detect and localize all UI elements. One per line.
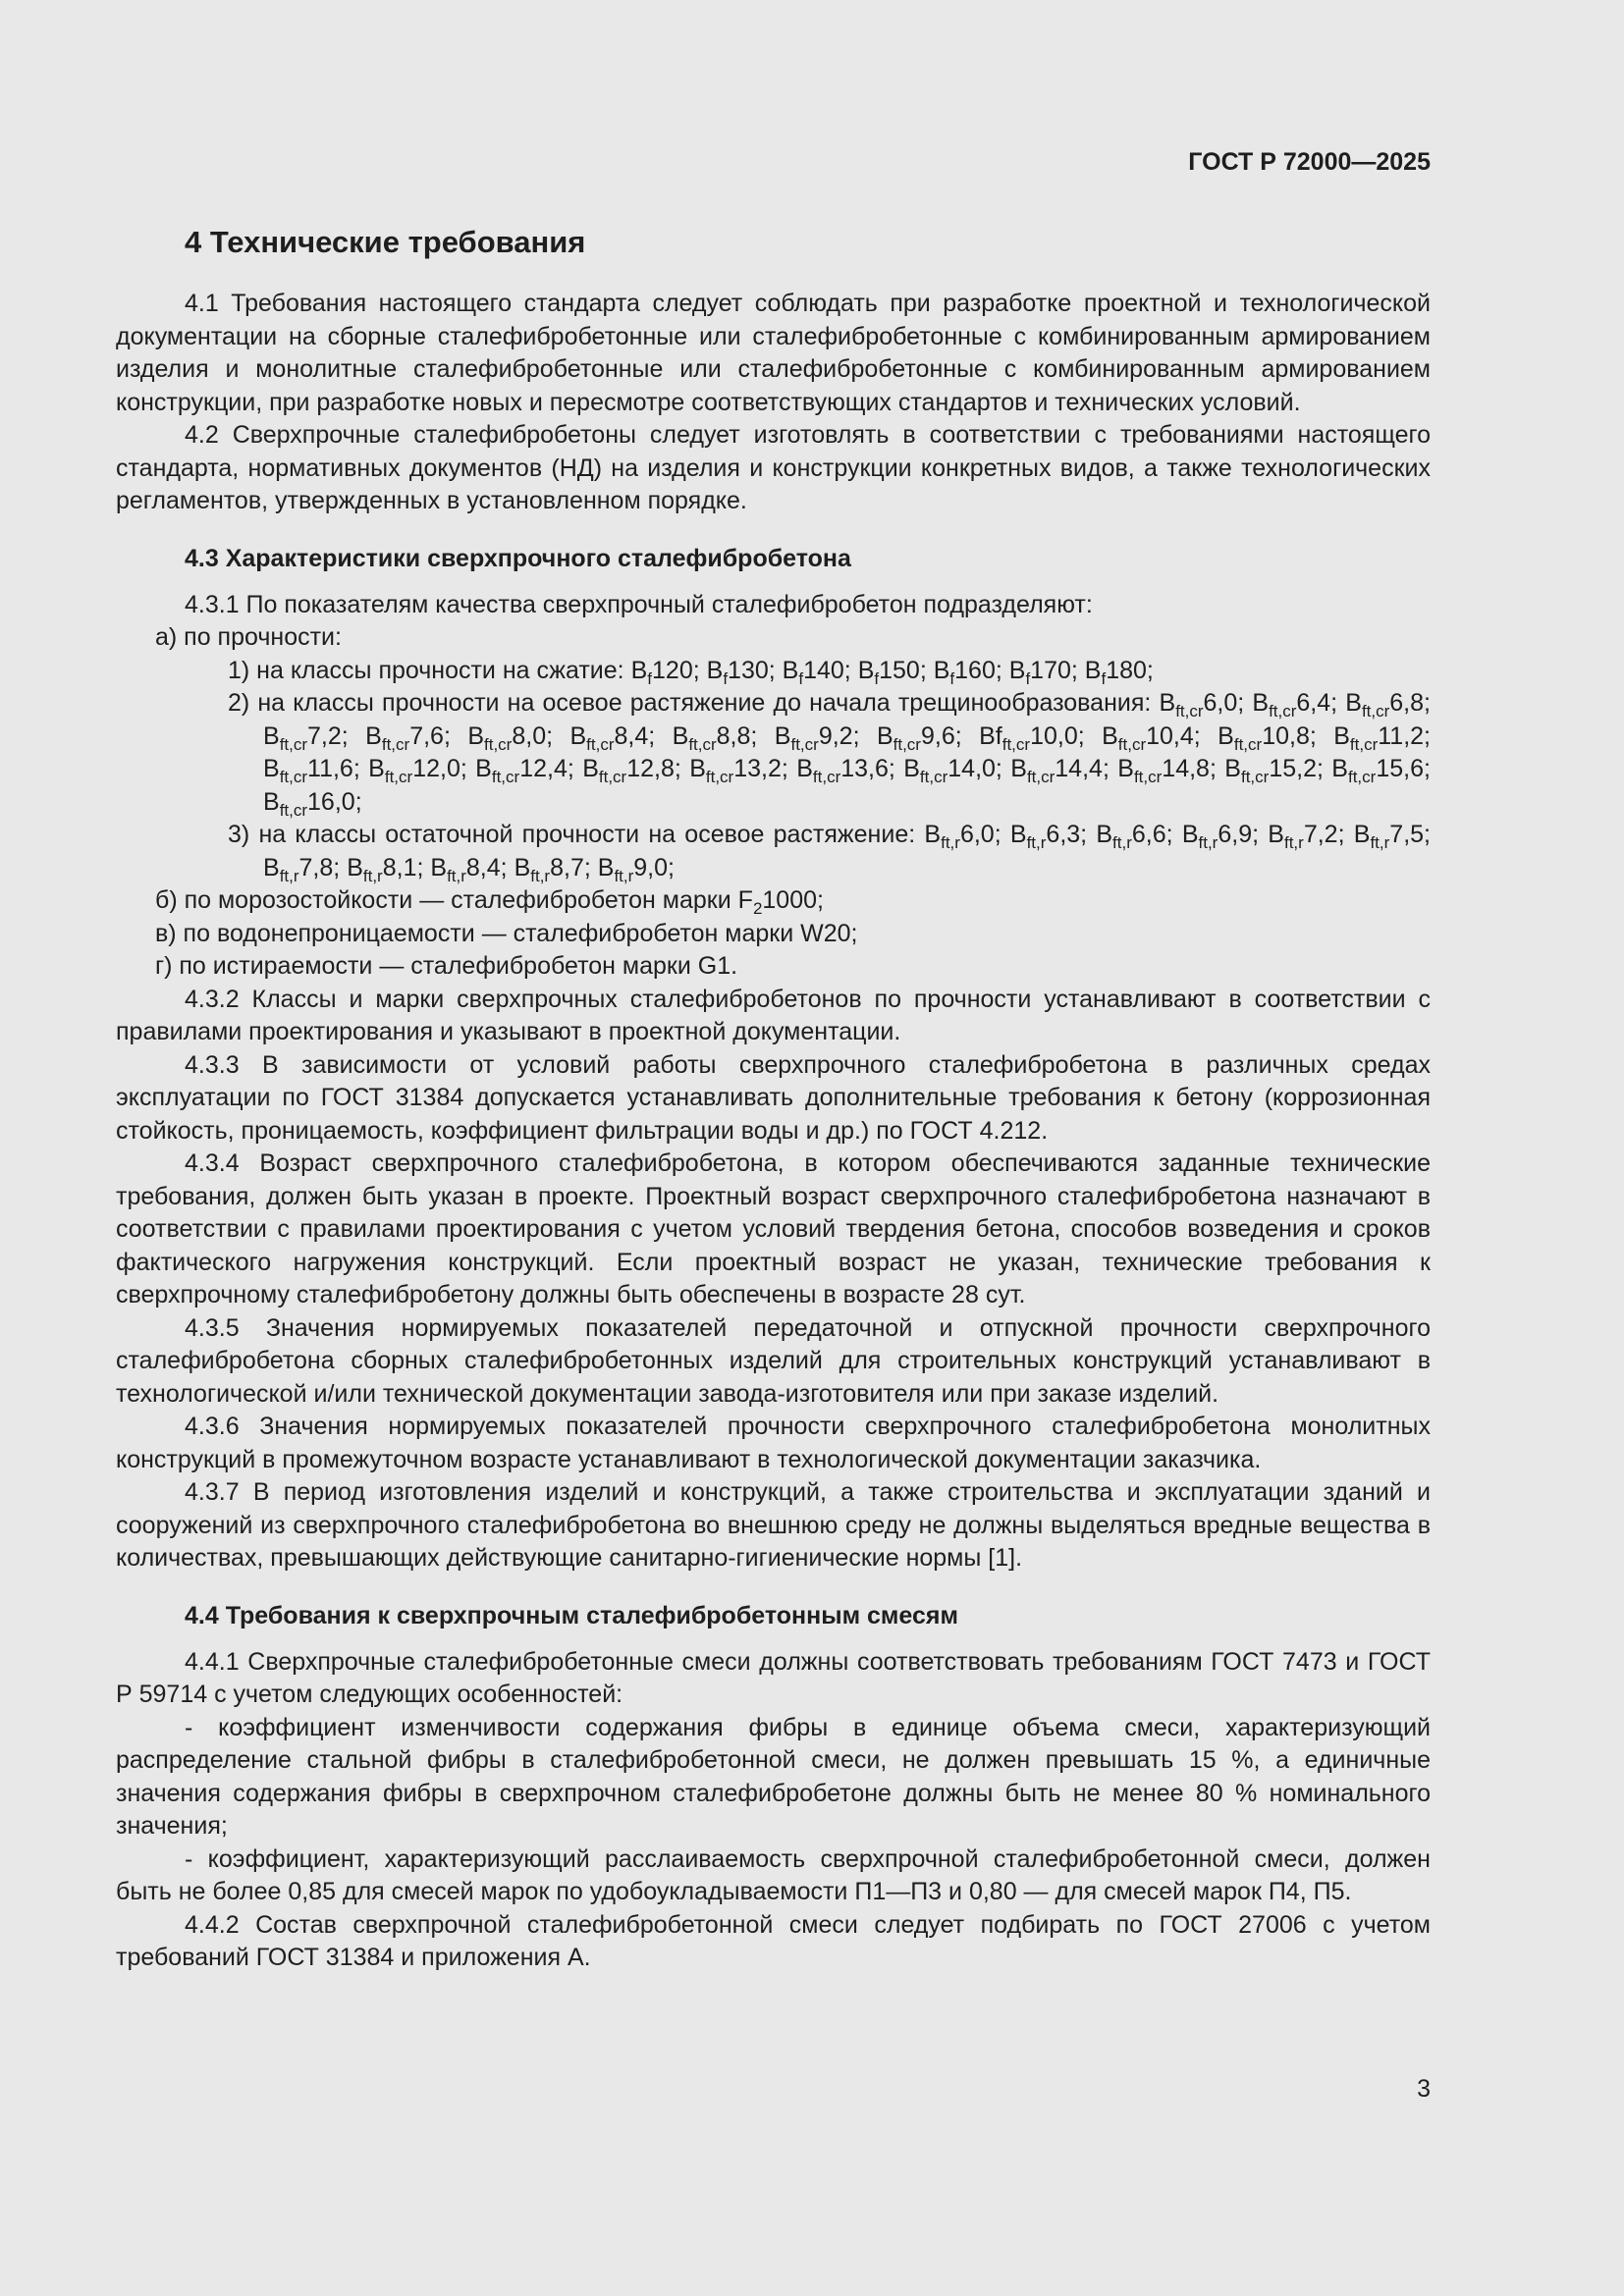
tension-class: $B_{ft,cr}15,6$; xyxy=(1331,755,1431,787)
section-title: 4 Технические требования xyxy=(185,225,586,259)
tension-class: $B_{ft,cr}9,6$; xyxy=(876,721,980,754)
list-item-a2 xyxy=(116,687,1431,819)
tension-class: $B_{ft,cr}8,8$; xyxy=(672,721,775,754)
paragraph-4-2: 4.2 Сверхпрочные сталефибробетоны следует изготовлять в соответствии с требованиями настоящего стандарта, нормативных документов (НД) на изделия и конструкции конкретных видов, а также технологических регламентов, утвержденных в установленном порядке. xyxy=(116,421,1431,515)
list-item-a1 xyxy=(116,655,1431,688)
compress-class: $B_f170$; xyxy=(1008,656,1085,688)
item-b-value: 1000; xyxy=(762,886,824,915)
paragraph-4-4-1-dash-2: - коэффициент, характеризующий расслаиваемость сверхпрочной сталефибробетонной смеси, должен быть не более 0,85 для смесей марок по удобоукладываемости П1—П3 и 0,80 — для смесей марок П4, П5. xyxy=(116,1844,1431,1906)
subsection-title-4-4: 4.4 Требования к сверхпрочным сталефибробетонным смесям xyxy=(185,1601,958,1629)
residual-class: $B_{ft,r}6,0$; xyxy=(924,821,1010,853)
tension-class: $B_{ft,cr}7,2$; xyxy=(263,721,366,754)
tension-class: $Bf_{ft,cr}10,0$; xyxy=(979,721,1103,754)
tension-class: $B_{ft,cr}14,8$; xyxy=(1117,755,1225,787)
tension-class: $B_{ft,cr}16,0$; xyxy=(263,787,362,820)
paragraph-4-3-5: 4.3.5 Значения нормируемых показателей передаточной и отпускной прочности сверхпрочного сталефибробетона сборных сталефибробетонных изделий для строительных конструкций устанавливают в технологической и/или технической документации завода-изготовителя или при заказе изделий. xyxy=(116,1313,1431,1408)
tension-class: $B_{ft,cr}14,4$; xyxy=(1010,755,1118,787)
compress-class: $B_f150$; xyxy=(857,656,934,688)
item-a2-label: 2) на классы прочности на осевое растяжение до начала трещинообразования: xyxy=(228,689,1152,718)
residual-class: $B_{ft,r}8,4$; xyxy=(430,853,514,885)
residual-class: $B_{ft,r}7,8$; xyxy=(263,853,348,885)
tension-class: $B_{ft,cr}8,0$; xyxy=(467,721,570,754)
paragraph-4-4-2: 4.4.2 Состав сверхпрочной сталефибробетонной смеси следует подбирать по ГОСТ 27006 с учетом требований ГОСТ 31384 и приложения А. xyxy=(116,1910,1431,1972)
residual-class: $B_{ft,r}9,0$; xyxy=(597,853,675,885)
tension-class: $B_{ft,cr}11,6$; xyxy=(263,755,369,787)
residual-class: $B_{ft,r}8,1$; xyxy=(347,853,431,885)
item-a1-label: 1) на классы прочности на сжатие: xyxy=(228,656,624,684)
subsection-title-4-3: 4.3 Характеристики сверхпрочного сталефибробетона xyxy=(185,544,851,572)
list-item-b xyxy=(116,884,1431,918)
residual-class: $B_{ft,r}8,7$; xyxy=(514,853,598,885)
list-item-g: г) по истираемости — сталефибробетон марки G1. xyxy=(155,952,738,981)
tension-class: $B_{ft,cr}12,8$; xyxy=(582,755,690,787)
paragraph-4-3-1: 4.3.1 По показателям качества сверхпрочный сталефибробетон подразделяют: xyxy=(185,590,1093,618)
tension-class: $B_{ft,cr}13,2$; xyxy=(689,755,797,787)
tension-class: $B_{ft,cr}9,2$; xyxy=(774,721,877,754)
list-item-a3 xyxy=(116,819,1431,884)
compress-class: $B_f120$; xyxy=(630,656,707,688)
compress-class: $B_f130$; xyxy=(706,656,783,688)
document-header: ГОСТ Р 72000—2025 xyxy=(1188,148,1431,176)
page-content xyxy=(116,224,1431,1975)
compress-class-list xyxy=(630,656,1154,688)
tension-class: $B_{ft,cr}10,8$; xyxy=(1218,721,1334,754)
tension-class: $B_{ft,cr}6,0$; xyxy=(1159,689,1253,721)
tension-class: $B_{ft,cr}11,2$; xyxy=(1333,721,1431,754)
tension-class: $B_{ft,cr}10,4$; xyxy=(1102,721,1218,754)
residual-class: $B_{ft,r}6,9$; xyxy=(1181,821,1269,853)
page-number: 3 xyxy=(1417,2075,1431,2103)
list-item-v: в) по водонепроницаемости — сталефибробетон марки W20; xyxy=(155,919,858,947)
tension-class: $B_{ft,cr}12,4$; xyxy=(475,755,583,787)
compress-class: $B_f180$; xyxy=(1084,656,1154,688)
tension-class: $B_{ft,cr}6,8$; xyxy=(1345,689,1431,721)
tension-class: $B_{ft,cr}6,4$; xyxy=(1252,689,1346,721)
residual-class: $B_{ft,r}7,5$; xyxy=(1353,821,1431,853)
tension-class: $B_{ft,cr}15,2$; xyxy=(1224,755,1332,787)
compress-class: $B_f140$; xyxy=(782,656,858,688)
list-item-a: а) по прочности: xyxy=(155,623,342,652)
tension-class: $B_{ft,cr}12,0$; xyxy=(368,755,476,787)
item-b-text: б) по морозостойкости — сталефибробетон марки F xyxy=(155,886,753,915)
tension-class: $B_{ft,cr}14,0$; xyxy=(903,755,1011,787)
paragraph-4-3-4: 4.3.4 Возраст сверхпрочного сталефибробетона, в котором обеспечиваются заданные технические требования, должен быть указан в проекте. Проектный возраст сверхпрочного сталефибробетона назначают в соответствии с правилами проектирования с учетом условий твердения бетона, способов возведения и сроков фактического нагружения конструкций. Если проектный возраст не указан, технические требования к сверхпрочному сталефибробетону должны быть обеспечены в возрасте 28 сут. xyxy=(116,1149,1431,1309)
residual-class: $B_{ft,r}6,3$; xyxy=(1009,821,1097,853)
tension-class: $B_{ft,cr}7,6$; xyxy=(365,721,468,754)
paragraph-4-3-6: 4.3.6 Значения нормируемых показателей прочности сверхпрочного сталефибробетона монолитных конструкций в промежуточном возрасте устанавливают в технологической документации заказчика. xyxy=(116,1413,1431,1473)
compress-class: $B_f160$; xyxy=(933,656,1009,688)
tension-class: $B_{ft,cr}13,6$; xyxy=(796,755,904,787)
paragraph-4-4-1-dash-1: - коэффициент изменчивости содержания фибры в единице объема смеси, характеризующий распределение стальной фибры в сталефибробетонной смеси, не должен превышать 15 %, а единичные значения содержания фибры в сверхпрочном сталефибробетоне должны быть не менее 80 % номинального значения; xyxy=(116,1713,1431,1841)
paragraph-4-3-3: 4.3.3 В зависимости от условий работы сверхпрочного сталефибробетона в различных средах эксплуатации по ГОСТ 31384 допускается устанавливать дополнительные требования к бетону (коррозионная стойкость, проницаемость, коэффициент фильтрации воды и др.) по ГОСТ 4.212. xyxy=(116,1050,1431,1145)
residual-class: $B_{ft,r}6,6$; xyxy=(1096,821,1182,853)
tension-class: $B_{ft,cr}8,4$; xyxy=(569,721,673,754)
paragraph-4-3-2: 4.3.2 Классы и марки сверхпрочных сталефибробетонов по прочности устанавливают в соответствии с правилами проектирования и указывают в проектной документации. xyxy=(116,985,1431,1046)
paragraph-4-3-7: 4.3.7 В период изготовления изделий и конструкций, а также строительства и эксплуатации зданий и сооружений из сверхпрочного сталефибробетона во внешнюю среду не должны выделяться вредные вещества в количествах, превышающих действующие санитарно-гигиенические нормы [1]. xyxy=(116,1478,1431,1573)
residual-class: $B_{ft,r}7,2$; xyxy=(1268,821,1354,853)
paragraph-4-1: 4.1 Требования настоящего стандарта следует соблюдать при разработке проектной и технологической документации на сборные сталефибробетонные или сталефибробетонные с комбинированным армированием изделия и монолитные сталефибробетонные или сталефибробетонные с комбинированным армированием конструкции, при разработке новых и пересмотре соответствующих стандартов и технических условий. xyxy=(116,290,1431,416)
paragraph-4-4-1: 4.4.1 Сверхпрочные сталефибробетонные смеси должны соответствовать требованиям ГОСТ 7473 и ГОСТ Р 59714 с учетом следующих особенностей: xyxy=(116,1647,1431,1709)
item-a3-label: 3) на классы остаточной прочности на осевое растяжение: xyxy=(228,821,916,849)
item-b-subscript: 2 xyxy=(752,899,763,919)
